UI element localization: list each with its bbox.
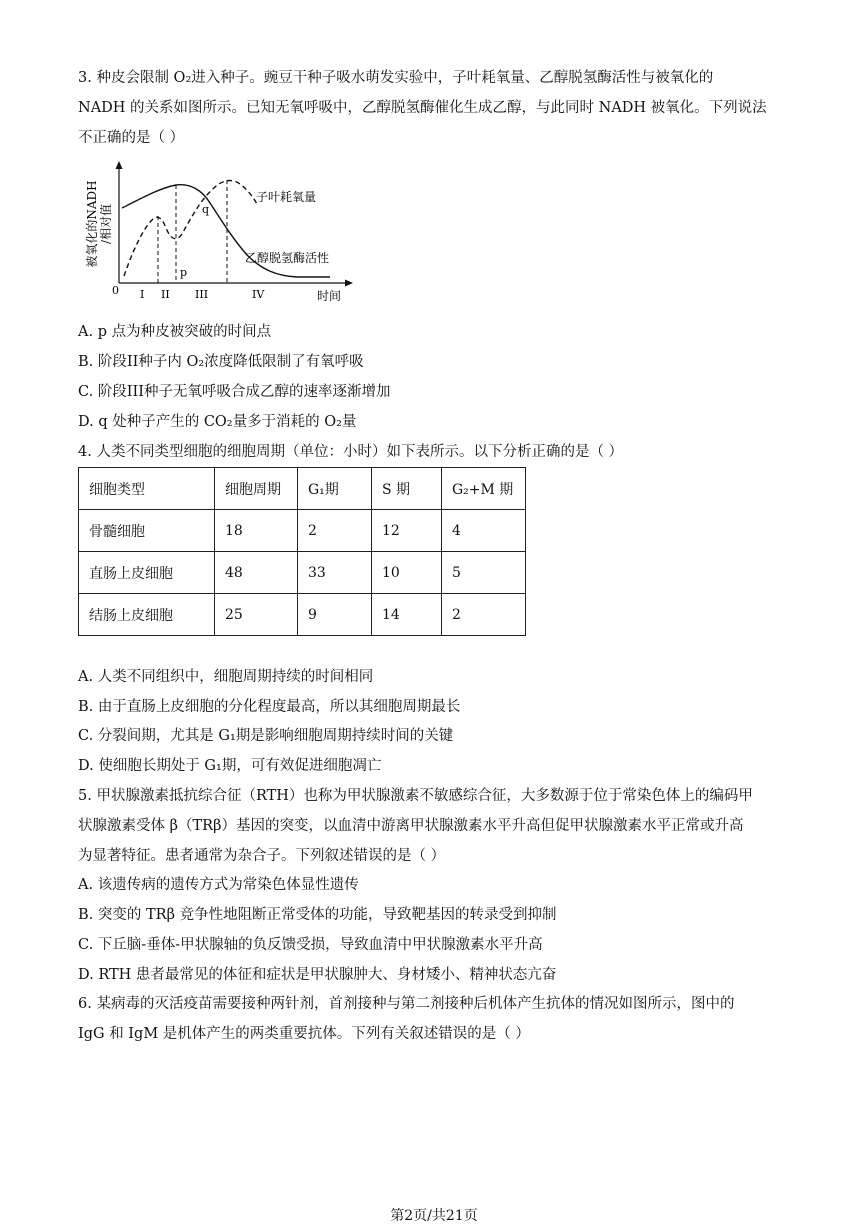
table-cell: 5	[442, 552, 526, 594]
q3-option-b: B. 阶段II种子内 O₂浓度降低限制了有氧呼吸	[78, 354, 364, 370]
q3-option-c: C. 阶段III种子无氧呼吸合成乙醇的速率逐渐增加	[78, 384, 391, 400]
curve-label-oxygen: 子叶耗氧量	[256, 190, 317, 204]
stage-label-1: I	[140, 288, 145, 301]
q3-stem-line-3: 不正确的是（ ）	[78, 130, 185, 146]
table-row	[79, 594, 526, 636]
table-cell: 12	[372, 510, 442, 552]
q3-option-a: A. p 点为种皮被突破的时间点	[78, 324, 272, 340]
y-axis-arrow	[116, 161, 123, 169]
table-cell: 直肠上皮细胞	[79, 552, 215, 594]
table-header-cell: 细胞周期	[215, 468, 298, 510]
page-footer: 第2页/共21页	[390, 1208, 478, 1224]
y-axis-label-1: 被氧化的NADH	[85, 180, 99, 268]
x-axis-arrow	[345, 280, 353, 287]
table-cell: 4	[442, 510, 526, 552]
table-cell: 骨髓细胞	[79, 510, 215, 552]
q3-stem-line-2: NADH 的关系如图所示。已知无氧呼吸中，乙醇脱氢酶催化生成乙醇，与此同时 NADH 被氧化。下列说法	[78, 100, 767, 116]
q5-option-c: C. 下丘脑-垂体-甲状腺轴的负反馈受损，导致血清中甲状腺激素水平升高	[78, 937, 543, 953]
curve-adh-activity	[124, 181, 258, 276]
table-header-cell: 细胞类型	[79, 468, 215, 510]
table-cell: 14	[372, 594, 442, 636]
q6-stem-line-1: 6. 某病毒的灭活疫苗需要接种两针剂，首剂接种与第二剂接种后机体产生抗体的情况如图所示，图中的	[78, 996, 735, 1012]
origin-label: 0	[112, 284, 119, 297]
point-p-label: p	[180, 266, 188, 279]
table-header-cell: G₂+M 期	[442, 468, 526, 510]
table-row	[79, 552, 526, 594]
q5-stem-line-1: 5. 甲状腺激素抵抗综合征（RTH）也称为甲状腺激素不敏感综合征，大多数源于位于常染色体上的编码甲	[78, 788, 753, 804]
table-cell: 结肠上皮细胞	[79, 594, 215, 636]
table-header-cell: S 期	[372, 468, 442, 510]
table-cell: 48	[215, 552, 298, 594]
q3-stem-line-1: 3. 种皮会限制 O₂进入种子。豌豆干种子吸水萌发实验中，子叶耗氧量、乙醇脱氢酶活性与被氧化的	[78, 70, 714, 86]
x-axis-label: 时间	[317, 289, 342, 303]
y-axis-label-2: /相对值	[99, 203, 113, 245]
q4-option-a: A. 人类不同组织中，细胞周期持续的时间相同	[78, 669, 374, 685]
stage-label-2: II	[161, 288, 170, 301]
table-header-row	[79, 468, 526, 510]
q4-stem: 4. 人类不同类型细胞的细胞周期（单位：小时）如下表所示。以下分析正确的是（ ）	[78, 444, 624, 460]
q5-stem-line-3: 为显著特征。患者通常为杂合子。下列叙述错误的是（ ）	[78, 848, 446, 864]
q4-option-d: D. 使细胞长期处于 G₁期，可有效促进细胞凋亡	[78, 758, 382, 774]
q5-stem-line-2: 状腺激素受体 β（TRβ）基因的突变，以血清中游离甲状腺激素水平升高但促甲状腺激素水平正常或升高	[78, 818, 744, 834]
cell-cycle-table	[78, 467, 526, 636]
table-header-cell: G₁期	[298, 468, 372, 510]
table-cell: 18	[215, 510, 298, 552]
stage-label-4: IV	[252, 288, 265, 301]
table-cell: 2	[298, 510, 372, 552]
table-cell: 33	[298, 552, 372, 594]
q5-option-d: D. RTH 患者最常见的体征和症状是甲状腺肿大、身材矮小、精神状态亢奋	[78, 967, 557, 983]
q5-option-b: B. 突变的 TRβ 竞争性地阻断正常受体的功能，导致靶基因的转录受到抑制	[78, 907, 557, 923]
table-row	[79, 510, 526, 552]
q4-option-b: B. 由于直肠上皮细胞的分化程度最高，所以其细胞周期最长	[78, 699, 461, 715]
q3-option-d: D. q 处种子产生的 CO₂量多于消耗的 O₂量	[78, 414, 357, 430]
point-q-label: q	[202, 203, 210, 216]
table-cell: 9	[298, 594, 372, 636]
table-cell: 10	[372, 552, 442, 594]
curve-label-adh: 乙醇脱氢酶活性	[245, 251, 330, 265]
q3-figure	[82, 158, 372, 308]
q5-option-a: A. 该遗传病的遗传方式为常染色体显性遗传	[78, 877, 359, 893]
q4-option-c: C. 分裂间期，尤其是 G₁期是影响细胞周期持续时间的关键	[78, 728, 454, 744]
table-cell: 2	[442, 594, 526, 636]
stage-label-3: III	[195, 288, 209, 301]
q6-stem-line-2: IgG 和 IgM 是机体产生的两类重要抗体。下列有关叙述错误的是（ ）	[78, 1026, 530, 1042]
table-cell: 25	[215, 594, 298, 636]
